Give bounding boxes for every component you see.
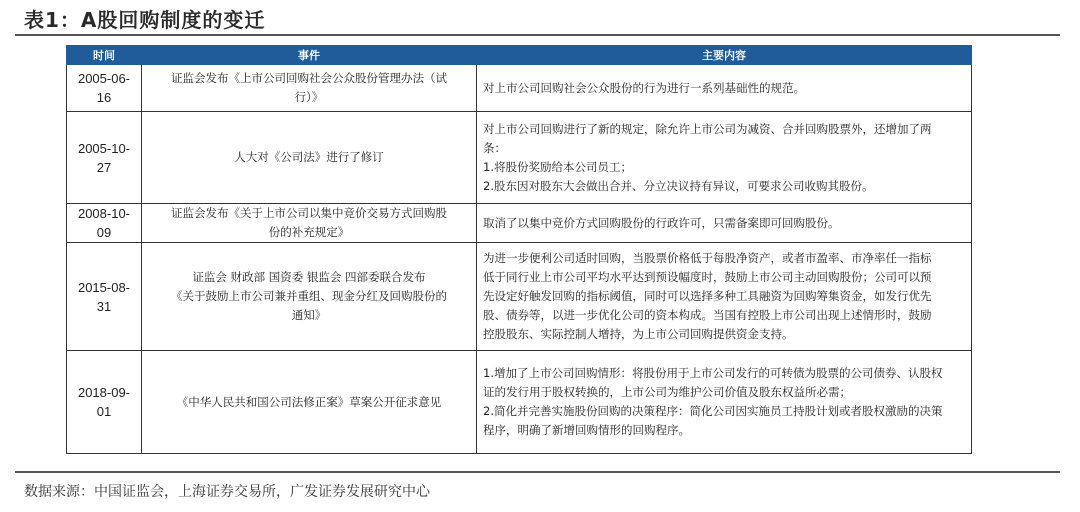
row-content-line: 1.将股份奖励给本公司员工； xyxy=(483,159,632,174)
title-divider xyxy=(15,34,1060,36)
row-content-line: 程序，明确了新增回购情形的回购程序。 xyxy=(483,423,690,437)
row-event-line: 证监会发布《关于上市公司以集中竞价交易方式回购股 xyxy=(171,206,447,220)
row-content xyxy=(477,112,972,204)
row-event xyxy=(142,243,477,351)
table-header-row xyxy=(67,46,972,65)
row-event-line: 证监会 财政部 国资委 银监会 四部委联合发布 xyxy=(192,270,426,284)
table-row xyxy=(67,112,972,204)
row-event-line: 份的补充规定》 xyxy=(268,225,350,239)
row-content-line: 股、债券等，以进一步优化公司的资本构成。当国有控股上市公司出现上述情形时，鼓励 xyxy=(483,308,932,322)
row-content-line: 取消了以集中竞价方式回购股份的行政许可，只需备案即可回购股份。 xyxy=(483,215,840,230)
row-content xyxy=(477,243,972,351)
row-date: 2015-08-31 xyxy=(67,243,142,351)
row-event-line: 证监会发布《上市公司回购社会公众股份管理办法（试 xyxy=(171,71,447,85)
row-event-line: 行）》 xyxy=(294,90,324,104)
row-content-line: 控股股东、实际控制人增持，为上市公司回购提供资金支持。 xyxy=(483,327,794,341)
row-content-line: 1.增加了上市公司回购情形：将股份用于上市公司发行的可转债为股票的公司债券、认股权 xyxy=(483,366,943,380)
row-content-line: 证的发行用于股权转换的，上市公司为维护公司价值及股东权益所必需； xyxy=(483,385,851,399)
row-content xyxy=(477,65,972,112)
row-event-line: 《关于鼓励上市公司兼并重组、现金分红及回购股份的 xyxy=(171,289,447,303)
row-date: 2018-09-01 xyxy=(67,351,142,454)
row-event-line: 《中华人民共和国公司法修正案》草案公开征求意见 xyxy=(176,394,442,409)
row-event-line: 通知》 xyxy=(291,308,327,322)
header-date: 时间 xyxy=(67,46,142,65)
row-event xyxy=(142,204,477,243)
footer-divider xyxy=(15,471,1060,473)
row-content-line: 低于同行业上市公司平均水平达到预设幅度时，鼓励上市公司主动回购股份；公司可以预 xyxy=(483,270,932,284)
row-content-line: 先设定好触发回购的指标阈值，同时可以选择多种工具融资为回购筹集资金，如发行优先 xyxy=(483,289,932,303)
table-row xyxy=(67,65,972,112)
table-row xyxy=(67,204,972,243)
row-date: 2008-10-09 xyxy=(67,204,142,243)
row-event xyxy=(142,351,477,454)
row-content xyxy=(477,351,972,454)
row-date: 2005-06-16 xyxy=(67,65,142,112)
table-title: 表1：A股回购制度的变迁 xyxy=(24,8,266,32)
header-event: 事件 xyxy=(142,46,477,65)
row-date: 2005-10-27 xyxy=(67,112,142,204)
table-row xyxy=(67,351,972,454)
row-content-line: 为进一步便利公司适时回购，当股票价格低于每股净资产，或者市盈率、市净率任一指标 xyxy=(483,251,932,265)
header-content: 主要内容 xyxy=(477,46,972,65)
row-content-line: 对上市公司回购社会公众股份的行为进行一系列基础性的规范。 xyxy=(483,80,805,95)
row-content-line: 条： xyxy=(483,140,506,155)
row-content-line: 2.股东因对股东大会做出合并、分立决议持有异议，可要求公司收购其股份。 xyxy=(483,178,874,193)
row-event xyxy=(142,65,477,112)
row-content-line: 对上市公司回购进行了新的规定，除允许上市公司为减资、合并回购股票外，还增加了两 xyxy=(483,121,932,136)
row-content-line: 2.简化并完善实施股份回购的决策程序：简化公司因实施员工持股计划或者股权激励的决策 xyxy=(483,404,943,418)
table-row xyxy=(67,243,972,351)
row-content xyxy=(477,204,972,243)
row-event xyxy=(142,112,477,204)
row-event-line: 人大对《公司法》进行了修订 xyxy=(234,150,384,164)
buyback-history-table xyxy=(66,45,972,454)
data-source: 数据来源：中国证监会，上海证券交易所，广发证券发展研究中心 xyxy=(24,484,430,500)
